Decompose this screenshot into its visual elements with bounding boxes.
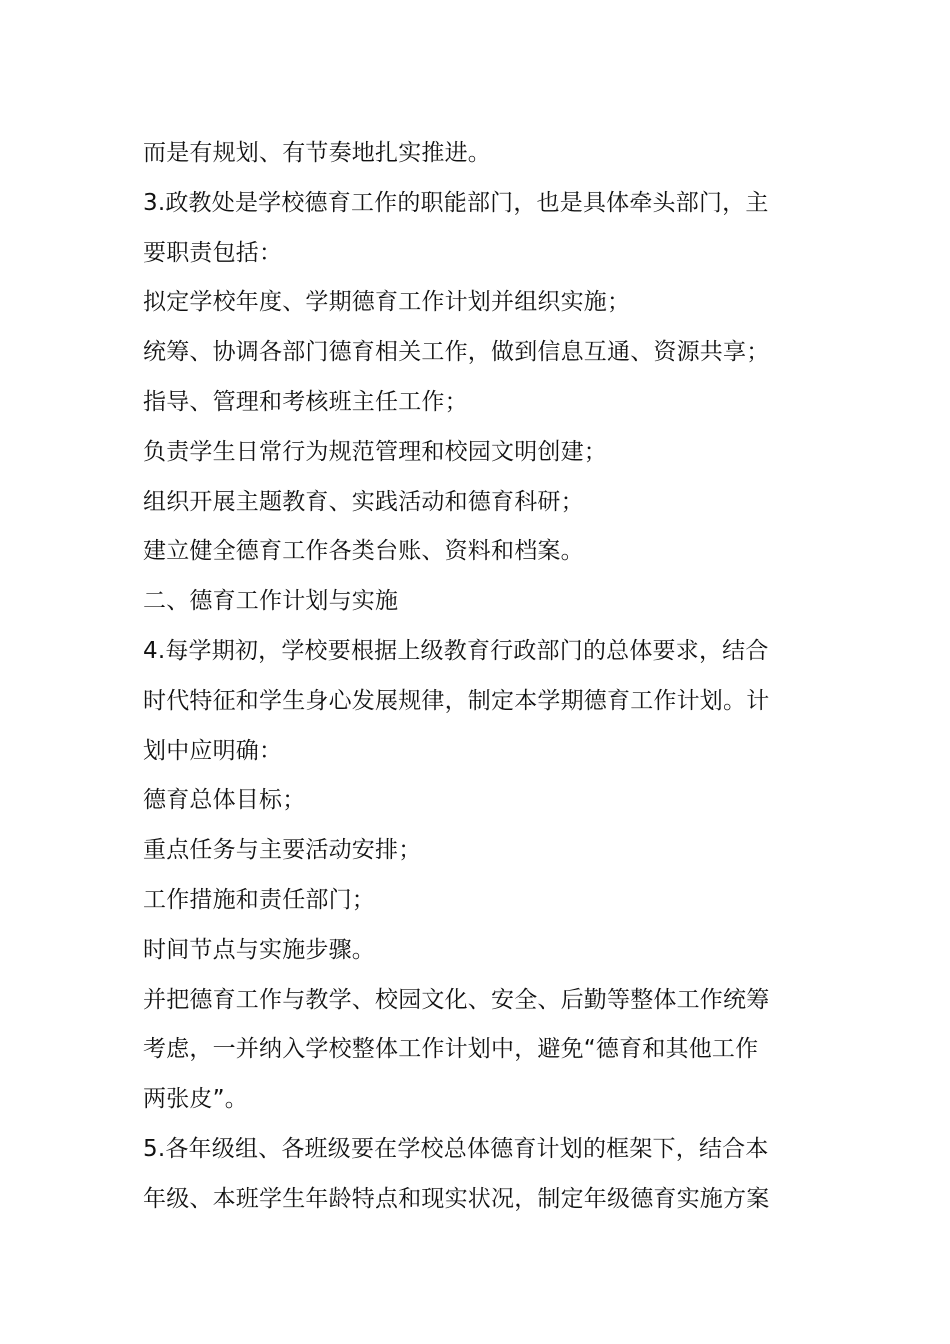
paragraph-line: 考虑，一并纳入学校整体工作计划中，避免“德育和其他工作 xyxy=(143,1036,759,1063)
paragraph-4-line-2: 时代特征和学生身心发展规律，制定本学期德育工作计划。计 xyxy=(143,687,770,714)
paragraph-line: 并把德育工作与教学、校园文化、安全、后勤等整体工作统筹 xyxy=(143,986,770,1013)
paragraph-line: 两张皮”。 xyxy=(143,1086,248,1113)
list-item: 负责学生日常行为规范管理和校园文明创建； xyxy=(143,438,607,465)
paragraph-3-line-2: 要职责包括： xyxy=(143,239,283,266)
list-item: 组织开展主题教育、实践活动和德育科研； xyxy=(143,488,584,515)
list-item: 拟定学校年度、学期德育工作计划并组织实施； xyxy=(143,289,631,316)
text-line: 而是有规划、有节奏地扎实推进。 xyxy=(143,140,491,166)
list-item: 重点任务与主要活动安排； xyxy=(143,837,422,864)
paragraph-5-line-1: 5.各年级组、各班级要在学校总体德育计划的框架下，结合本 xyxy=(143,1135,769,1162)
list-item: 德育总体目标； xyxy=(143,787,306,814)
paragraph-4-line-1: 4.每学期初，学校要根据上级教育行政部门的总体要求，结合 xyxy=(143,637,769,664)
section-heading: 二、德育工作计划与实施 xyxy=(143,588,399,615)
paragraph-5-line-2: 年级、本班学生年龄特点和现实状况，制定年级德育实施方案 xyxy=(143,1185,770,1212)
paragraph-4-line-3: 划中应明确： xyxy=(143,737,283,764)
list-item: 时间节点与实施步骤。 xyxy=(143,936,375,963)
list-item: 统筹、协调各部门德育相关工作，做到信息互通、资源共享； xyxy=(143,339,770,366)
paragraph-3-line-1: 3.政教处是学校德育工作的职能部门，也是具体牵头部门，主 xyxy=(143,189,769,216)
list-item: 工作措施和责任部门； xyxy=(143,886,375,913)
document-body xyxy=(143,129,811,1225)
list-item: 建立健全德育工作各类台账、资料和档案。 xyxy=(143,538,584,565)
list-item: 指导、管理和考核班主任工作； xyxy=(143,388,468,415)
